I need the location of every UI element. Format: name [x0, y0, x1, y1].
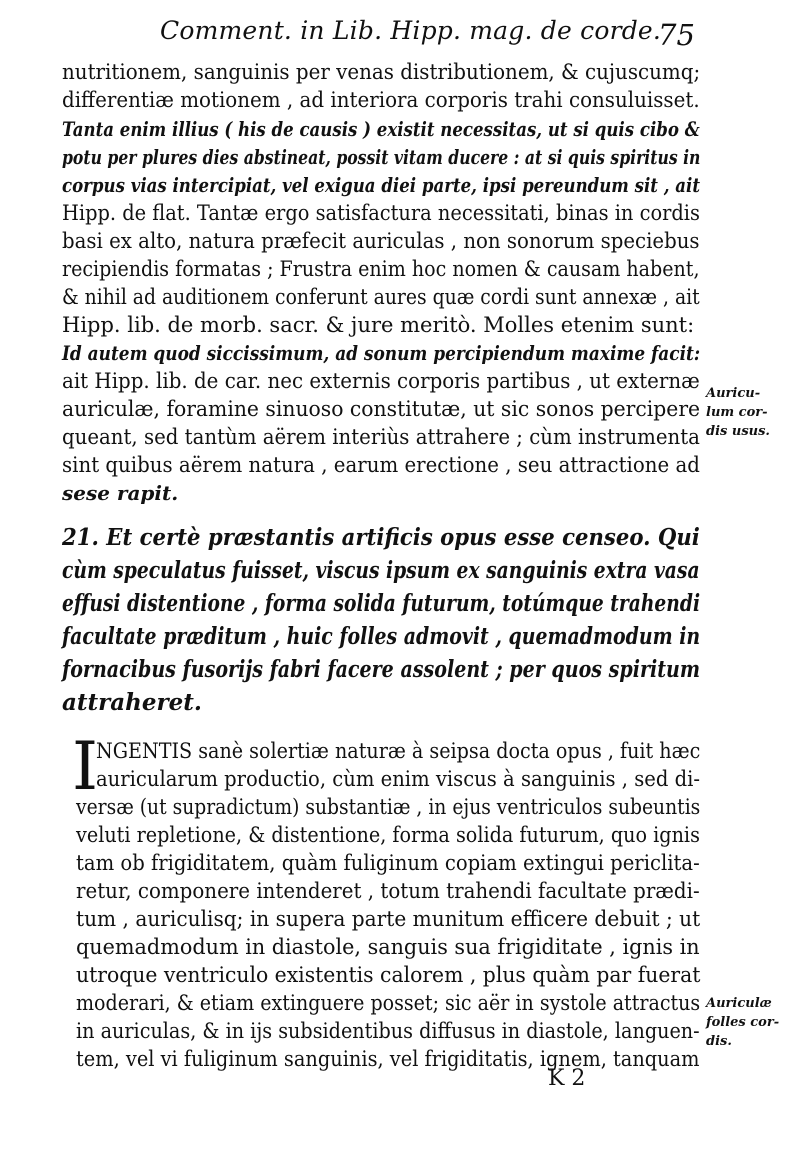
text-line: auricularum productio, cùm enim viscus à sanguinis , sed di- [96, 767, 701, 791]
running-title: Comment. in Lib. Hipp. mag. de corde. [160, 16, 662, 45]
text-line: in auriculas, & in ijs subsidentibus diffusus in diastole, languen- [76, 1019, 700, 1043]
text-line: Hipp. lib. de morb. sacr. & jure meritò. Molles etenim sunt: [62, 313, 695, 337]
text-line: veluti repletione, & distentione, forma solida futurum, quo ignis [76, 823, 700, 847]
margin-note-line: lum cor- [706, 405, 768, 420]
margin-note-auriculae-folles [706, 994, 779, 1051]
text-line: differentiæ motionem , ad interiora corporis trahi consuluisset. [62, 88, 700, 112]
text-line: basi ex alto, natura præfecit auriculas , non sonorum speciebus [62, 229, 700, 253]
text-line: versæ (ut supradictum) substantiæ , in ejus ventriculos subeuntis [76, 795, 701, 819]
text-line: Hipp. de flat. Tantæ ergo satisfactura necessitati, binas in cordis [62, 201, 700, 225]
drop-cap: I [72, 728, 99, 805]
section-line: facultate præditum , huic folles admovit , quemadmodum in [62, 623, 701, 650]
text-line: sint quibus aërem natura , earum erectione , seu attractione ad [62, 453, 700, 477]
section-line: effusi distentione , forma solida futurum, totúmque trahendi [62, 590, 701, 617]
text-line: queant, sed tantùm aërem interiùs attrahere ; cùm instrumenta [62, 425, 700, 449]
text-line: potu per plures dies abstineat, possit vitam ducere : at si quis spiritus in [62, 145, 701, 169]
margin-note-line: Auriculæ [706, 996, 772, 1011]
signature-mark: K 2 [548, 1066, 586, 1091]
margin-note-line: folles cor- [706, 1015, 780, 1030]
section-line: cùm speculatus fuisset, viscus ipsum ex sanguinis extra vasa [62, 557, 700, 584]
text-line: Id autem quod siccissimum, ad sonum percipiendum maxime facit: [62, 341, 701, 365]
margin-note-auriculum-usus [706, 384, 770, 441]
section-line: 21. Et certè præstantis artificis opus esse censeo. Qui [62, 524, 700, 551]
section-line: fornacibus fusorijs fabri facere assolent ; per quos spiritum [62, 656, 701, 683]
text-line: sese rapit. [62, 481, 179, 505]
text-line: moderari, & etiam extinguere posset; sic aër in systole attractus [76, 991, 701, 1015]
text-line: tem, vel vi fuliginum sanguinis, vel frigiditatis, ignem, tanquam [76, 1047, 700, 1071]
text-line: recipiendis formatas ; Frustra enim hoc nomen & causam habent, [62, 257, 700, 281]
text-line: ait Hipp. lib. de car. nec externis corporis partibus , ut externæ [62, 369, 700, 393]
text-line: & nihil ad auditionem conferunt aures quæ cordi sunt annexæ , ait [62, 285, 700, 309]
text-line: quemadmodum in diastole, sanguis sua frigiditate , ignis in [76, 935, 700, 959]
text-line: tum , auriculisq; in supera parte munitum efficere debuit ; ut [76, 907, 701, 931]
text-line: NGENTIS sanè solertiæ naturæ à seipsa docta opus , fuit hæc [96, 739, 701, 763]
section-line: attraheret. [62, 689, 202, 716]
page-number: 75 [658, 18, 695, 52]
margin-note-line: dis. [706, 1034, 732, 1049]
text-line: corpus vias intercipiat, vel exigua diei parte, ipsi pereundum sit , ait [62, 173, 701, 197]
margin-note-line: dis usus. [706, 424, 770, 439]
text-line: Tanta enim illius ( his de causis ) existit necessitas, ut si quis cibo & [62, 117, 700, 141]
text-line: retur, componere intenderet , totum trahendi facultate prædi- [76, 879, 700, 903]
text-line: utroque ventriculo existentis calorem , plus quàm par fuerat [76, 963, 701, 987]
text-line: tam ob frigiditatem, quàm fuliginum copiam extingui periclita- [76, 851, 700, 875]
text-line: auriculæ, foramine sinuoso constitutæ, ut sic sonos percipere [62, 397, 701, 421]
text-line: nutritionem, sanguinis per venas distributionem, & cujuscumq; [62, 60, 701, 84]
margin-note-line: Auricu- [706, 386, 761, 401]
